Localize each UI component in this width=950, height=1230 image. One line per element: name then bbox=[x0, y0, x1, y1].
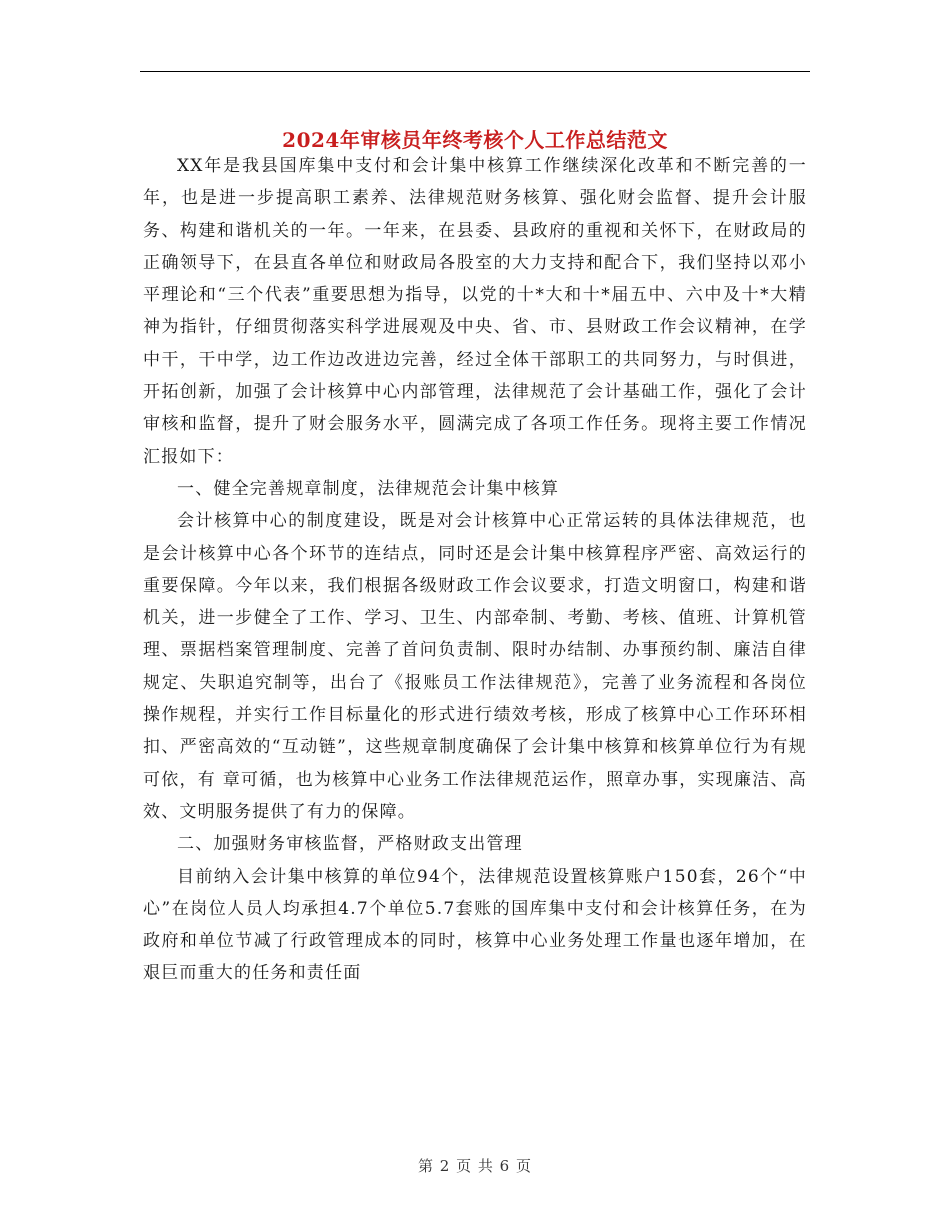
section-paragraph-1: 会计核算中心的制度建设，既是对会计核算中心正常运转的具体法律规范，也是会计核算中心各个环节的连结点，同时还是会计集中核算程序严密、高效运行的重要保障。今年以来，我们根据各级财政工作会议要求，打造文明窗口，构建和谐机关，进一步健全了工作、学习、卫生、内部牵制、考勤、考核、值班、计算机管理、票据档案管理制度、完善了首问负责制、限时办结制、办事预约制、廉洁自律规定、失职追究制等，出台了《报账员工作法律规范》，完善了业务流程和各岗位操作规程，并实行工作目标量化的形式进行绩效考核，形成了核算中心工作环环相扣、严密高效的“互动链”，这些规章制度确保了会计集中核算和核算单位行为有规可依，有 章可循，也为核算中心业务工作法律规范运作，照章办事，实现廉洁、高效、文明服务提供了有力的保障。 bbox=[143, 511, 807, 822]
section-paragraph-2: 目前纳入会计集中核算的单位94个，法律规范设置核算账户150套，26个“中心”在岗位人员人均承担4.7个单位5.7套账的国库集中支付和会计核算任务，在为政府和单位节减了行政管理成本的同时，核算中心业务处理工作量也逐年增加，在艰巨而重大的任务和责任面 bbox=[143, 866, 807, 984]
section-heading-2: 二、加强财务审核监督，严格财政支出管理 bbox=[177, 834, 523, 855]
section-heading-1: 一、健全完善规章制度，法律规范会计集中核算 bbox=[177, 478, 560, 499]
header-rule bbox=[140, 71, 810, 72]
intro-paragraph: XX年是我县国库集中支付和会计集中核算工作继续深化改革和不断完善的一年，也是进一步提高职工素养、法律规范财务核算、强化财会监督、提升会计服务、构建和谐机关的一年。一年来，在县委、县政府的重视和关怀下，在财政局的正确领导下，在县直各单位和财政局各股室的大力支持和配合下，我们坚持以邓小平理论和“三个代表”重要思想为指导，以党的十*大和十*届五中、六中及十*大精神为指针，仔细贯彻落实科学进展观及中央、省、市、县财政工作会议精神，在学中干，干中学，边工作边改进边完善，经过全体干部职工的共同努力，与时俱进，开拓创新，加强了会计核算中心内部管理，法律规范了会计基础工作，强化了会计审核和监督，提升了财会服务水平，圆满完成了各项工作任务。现将主要工作情况汇报如下： bbox=[143, 156, 807, 467]
page-number: 第 2 页 共 6 页 bbox=[418, 1157, 532, 1175]
document-body bbox=[143, 150, 807, 990]
document-title: 2024年审核员年终考核个人工作总结范文 bbox=[282, 128, 668, 153]
